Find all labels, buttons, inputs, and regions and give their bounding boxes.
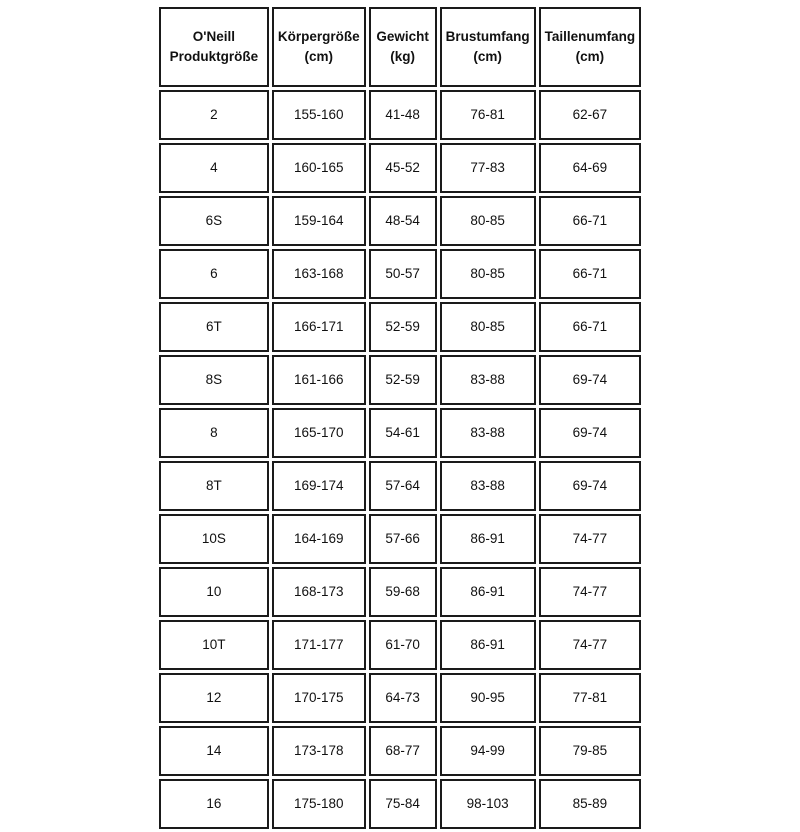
column-header-line1: Taillenumfang [544,29,636,45]
column-header-product-size [159,7,269,87]
cell-product-size: 6S [159,196,269,246]
cell-waist: 74-77 [539,514,642,564]
cell-waist: 69-74 [539,355,642,405]
table-row [159,355,641,405]
column-header-line2: (cm) [473,49,502,64]
table-row [159,143,641,193]
cell-weight: 64-73 [369,673,437,723]
cell-waist: 66-71 [539,196,642,246]
column-header-weight [369,7,437,87]
column-header-line2: (cm) [304,49,333,64]
cell-chest: 83-88 [440,355,536,405]
cell-product-size: 10S [159,514,269,564]
cell-chest: 86-91 [440,514,536,564]
cell-waist: 77-81 [539,673,642,723]
cell-body-height: 169-174 [272,461,366,511]
cell-body-height: 168-173 [272,567,366,617]
cell-chest: 98-103 [440,779,536,829]
cell-chest: 86-91 [440,620,536,670]
table-row [159,249,641,299]
cell-chest: 94-99 [440,726,536,776]
column-header-waist [539,7,642,87]
table-row [159,726,641,776]
cell-weight: 61-70 [369,620,437,670]
cell-product-size: 10 [159,567,269,617]
table-row [159,461,641,511]
cell-weight: 57-66 [369,514,437,564]
size-chart-table [156,4,644,832]
column-header-line2: (kg) [390,49,415,64]
table-body [159,90,641,829]
cell-waist: 62-67 [539,90,642,140]
column-header-line1: Körpergröße [277,29,360,45]
table-row [159,408,641,458]
cell-chest: 80-85 [440,302,536,352]
table-header-row [159,7,641,87]
cell-waist: 74-77 [539,620,642,670]
cell-product-size: 12 [159,673,269,723]
column-header-line2: (cm) [575,49,605,64]
cell-weight: 50-57 [369,249,437,299]
cell-weight: 41-48 [369,90,437,140]
cell-waist: 66-71 [539,302,642,352]
column-header-line2: Produktgröße [169,49,259,64]
cell-body-height: 164-169 [272,514,366,564]
table-row [159,514,641,564]
cell-weight: 45-52 [369,143,437,193]
cell-product-size: 8T [159,461,269,511]
cell-product-size: 16 [159,779,269,829]
cell-product-size: 8 [159,408,269,458]
cell-waist: 74-77 [539,567,642,617]
cell-chest: 77-83 [440,143,536,193]
cell-product-size: 2 [159,90,269,140]
cell-weight: 68-77 [369,726,437,776]
cell-chest: 90-95 [440,673,536,723]
cell-chest: 76-81 [440,90,536,140]
cell-chest: 83-88 [440,408,536,458]
cell-body-height: 160-165 [272,143,366,193]
cell-product-size: 8S [159,355,269,405]
cell-body-height: 165-170 [272,408,366,458]
column-header-line1: Gewicht [376,29,429,45]
cell-weight: 52-59 [369,302,437,352]
column-header-chest [440,7,536,87]
cell-weight: 52-59 [369,355,437,405]
table-row [159,302,641,352]
cell-waist: 85-89 [539,779,642,829]
cell-product-size: 6T [159,302,269,352]
cell-body-height: 166-171 [272,302,366,352]
cell-chest: 80-85 [440,196,536,246]
table-row [159,673,641,723]
table-row [159,620,641,670]
table-row [159,196,641,246]
cell-waist: 66-71 [539,249,642,299]
cell-body-height: 161-166 [272,355,366,405]
cell-waist: 69-74 [539,461,642,511]
table-row [159,90,641,140]
column-header-line1: Brustumfang [445,29,530,45]
cell-body-height: 173-178 [272,726,366,776]
cell-waist: 79-85 [539,726,642,776]
cell-weight: 54-61 [369,408,437,458]
cell-chest: 86-91 [440,567,536,617]
cell-body-height: 171-177 [272,620,366,670]
table-header [159,7,641,87]
cell-chest: 83-88 [440,461,536,511]
cell-weight: 59-68 [369,567,437,617]
cell-product-size: 14 [159,726,269,776]
cell-weight: 48-54 [369,196,437,246]
cell-product-size: 6 [159,249,269,299]
column-header-line1: O'Neill [192,29,235,45]
cell-product-size: 10T [159,620,269,670]
cell-weight: 75-84 [369,779,437,829]
table-row [159,567,641,617]
cell-waist: 69-74 [539,408,642,458]
cell-product-size: 4 [159,143,269,193]
cell-body-height: 155-160 [272,90,366,140]
cell-body-height: 163-168 [272,249,366,299]
cell-waist: 64-69 [539,143,642,193]
cell-body-height: 159-164 [272,196,366,246]
cell-body-height: 175-180 [272,779,366,829]
cell-chest: 80-85 [440,249,536,299]
cell-body-height: 170-175 [272,673,366,723]
cell-weight: 57-64 [369,461,437,511]
column-header-body-height [272,7,366,87]
table-row [159,779,641,829]
